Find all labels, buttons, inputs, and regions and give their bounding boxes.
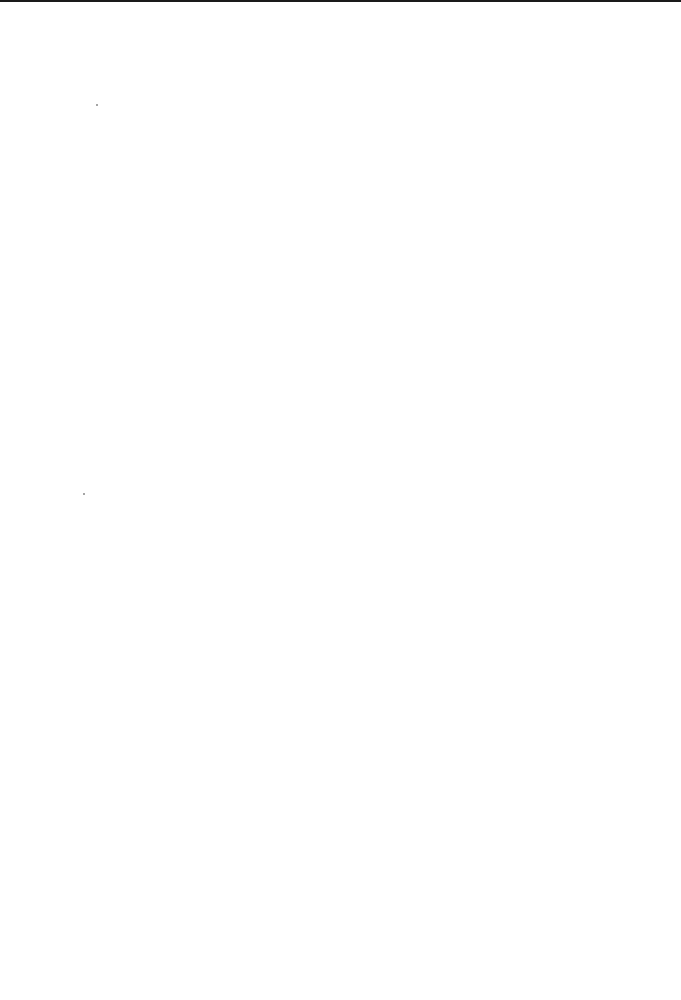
- page-top-border: [0, 0, 681, 2]
- scan-speck: [83, 493, 85, 495]
- scan-speck: [96, 104, 98, 106]
